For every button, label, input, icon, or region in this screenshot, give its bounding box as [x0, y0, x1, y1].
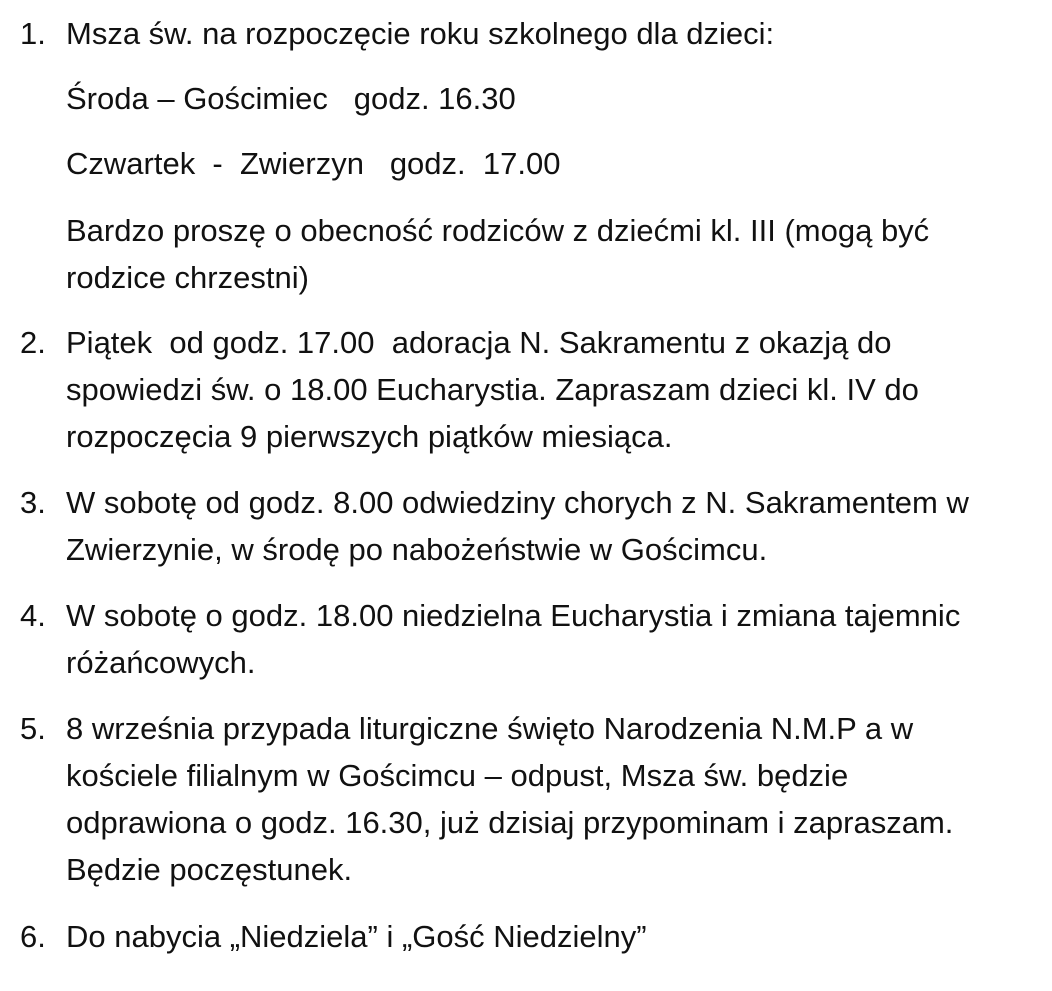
text-line: odprawiona o godz. 16.30, już dzisiaj przypominam i zapraszam.	[66, 805, 954, 840]
item-number: 3.	[20, 485, 46, 520]
text-line: kościele filialnym w Gościmcu – odpust, Msza św. będzie	[66, 758, 849, 793]
item-text	[66, 75, 1052, 122]
text-line: różańcowych.	[66, 645, 256, 680]
item-number: 2.	[20, 325, 46, 360]
item-number: 6.	[20, 919, 46, 954]
item-number: 5.	[20, 711, 46, 746]
text-line: Bardzo proszę o obecność rodziców z dziećmi kl. III (mogą być	[66, 213, 930, 248]
item-text	[66, 913, 1052, 960]
text-line: Msza św. na rozpoczęcie roku szkolnego dla dzieci:	[66, 16, 775, 51]
item-number: 4.	[20, 598, 46, 633]
text-line: Czwartek - Zwierzyn godz. 17.00	[66, 146, 561, 181]
text-line: spowiedzi św. o 18.00 Eucharystia. Zapraszam dzieci kl. IV do	[66, 372, 919, 407]
item-number: 1.	[20, 16, 46, 51]
text-line: Środa – Gościmiec godz. 16.30	[66, 81, 516, 116]
text-line: Zwierzynie, w środę po nabożeństwie w Gościmcu.	[66, 532, 768, 567]
item-text	[66, 140, 1052, 187]
item-text	[66, 207, 1052, 301]
text-line: rodzice chrzestni)	[66, 260, 309, 295]
item-text	[66, 479, 1052, 573]
text-line: 8 września przypada liturgiczne święto Narodzenia N.M.P a w	[66, 711, 914, 746]
text-line: rozpoczęcia 9 pierwszych piątków miesiąca.	[66, 419, 673, 454]
text-line: W sobotę od godz. 8.00 odwiedziny chorych z N. Sakramentem w	[66, 485, 969, 520]
item-text	[66, 10, 1052, 57]
text-line: Będzie poczęstunek.	[66, 852, 353, 887]
item-text	[66, 319, 1052, 460]
item-text	[66, 592, 1052, 686]
item-text	[66, 705, 1052, 893]
text-line: W sobotę o godz. 18.00 niedzielna Eucharystia i zmiana tajemnic	[66, 598, 961, 633]
text-line: Do nabycia „Niedziela” i „Gość Niedzielny”	[66, 919, 647, 954]
text-line: Piątek od godz. 17.00 adoracja N. Sakramentu z okazją do	[66, 325, 892, 360]
